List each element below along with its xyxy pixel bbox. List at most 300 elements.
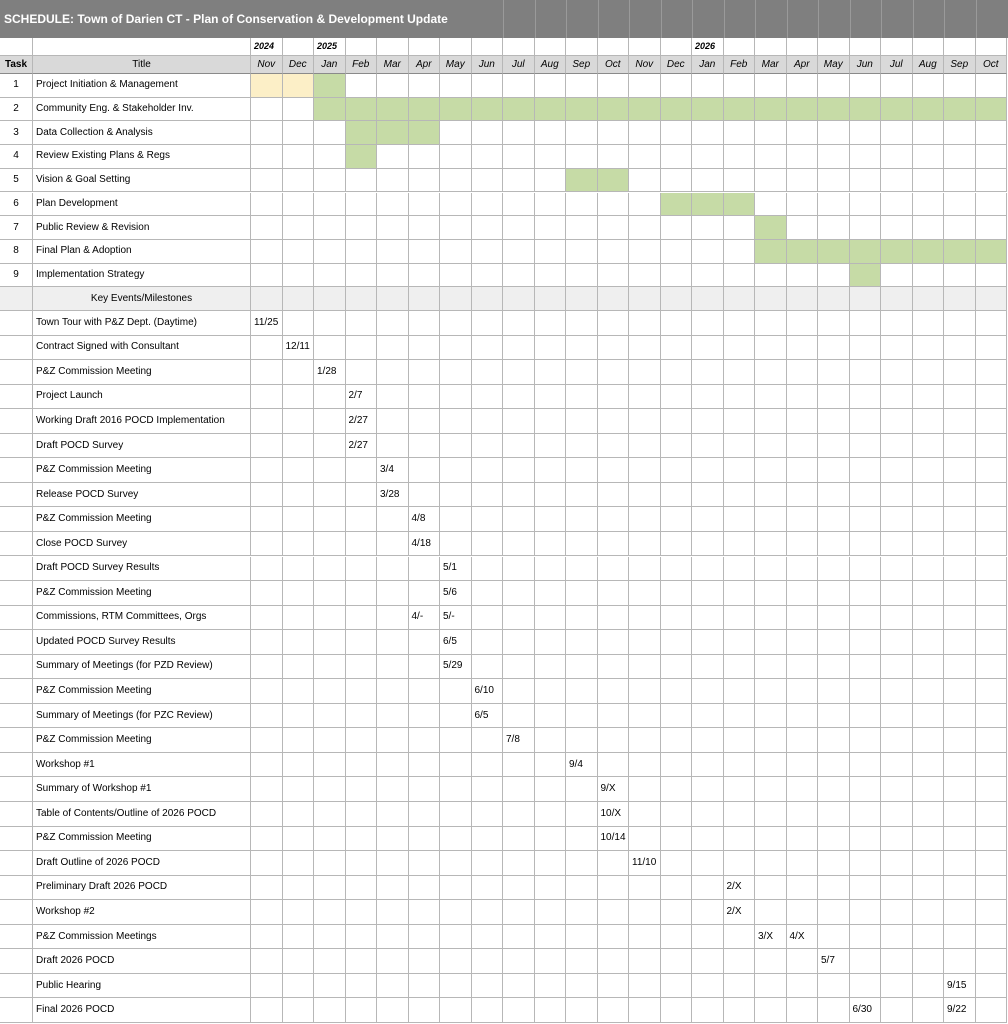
milestone-cell <box>724 360 756 385</box>
milestone-cell <box>409 679 441 704</box>
milestones-header-cell <box>535 287 567 311</box>
milestone-cell <box>944 458 976 483</box>
milestone-cell <box>440 900 472 925</box>
gantt-cell <box>787 216 819 240</box>
milestone-cell <box>850 974 882 999</box>
gantt-cell <box>661 169 693 193</box>
month-header: Aug <box>913 56 945 74</box>
milestone-cell <box>692 409 724 434</box>
gantt-cell <box>850 74 882 98</box>
gantt-cell <box>661 216 693 240</box>
gantt-cell <box>440 216 472 240</box>
milestone-cell <box>755 704 787 729</box>
milestone-title: Summary of Workshop #1 <box>33 777 251 802</box>
milestone-cell <box>913 851 945 876</box>
milestone-cell <box>661 949 693 974</box>
milestone-cell <box>440 704 472 729</box>
gantt-cell <box>314 145 346 169</box>
milestone-cell <box>661 728 693 753</box>
milestone-cell <box>251 998 283 1023</box>
milestone-cell <box>692 606 724 631</box>
milestone-cell <box>472 409 504 434</box>
milestone-cell <box>472 311 504 336</box>
milestone-cell <box>976 360 1008 385</box>
gantt-cell <box>724 145 756 169</box>
gantt-cell <box>598 145 630 169</box>
gantt-cell <box>787 169 819 193</box>
milestone-cell <box>440 802 472 827</box>
milestone-cell <box>598 704 630 729</box>
milestone-cell <box>944 949 976 974</box>
gantt-bar-cell <box>787 98 819 122</box>
gantt-cell <box>409 193 441 217</box>
milestone-cell <box>535 827 567 852</box>
milestone-cell <box>881 827 913 852</box>
milestone-cell <box>472 802 504 827</box>
milestone-cell <box>440 458 472 483</box>
month-header: Jul <box>881 56 913 74</box>
gantt-bar-cell <box>818 240 850 264</box>
milestone-title: Town Tour with P&Z Dept. (Daytime) <box>33 311 251 336</box>
milestone-task-cell <box>0 434 33 459</box>
milestone-cell <box>440 385 472 410</box>
milestone-cell <box>881 949 913 974</box>
milestone-cell <box>629 900 661 925</box>
milestone-cell <box>881 974 913 999</box>
milestone-cell <box>314 851 346 876</box>
milestone-cell <box>598 949 630 974</box>
milestone-cell <box>409 876 441 901</box>
milestone-cell <box>535 777 567 802</box>
milestone-cell <box>283 827 315 852</box>
milestone-cell <box>881 655 913 680</box>
gantt-cell <box>535 169 567 193</box>
milestone-cell <box>503 876 535 901</box>
milestone-cell <box>440 679 472 704</box>
milestone-task-cell <box>0 704 33 729</box>
gantt-cell <box>881 193 913 217</box>
task-title: Public Review & Revision <box>33 216 251 240</box>
milestone-cell <box>535 557 567 582</box>
milestone-cell <box>251 728 283 753</box>
milestone-cell <box>976 704 1008 729</box>
milestones-header-cell <box>440 287 472 311</box>
task-number: 7 <box>0 216 33 240</box>
milestone-cell <box>377 827 409 852</box>
milestone-task-cell <box>0 655 33 680</box>
milestone-cell <box>976 802 1008 827</box>
milestone-cell <box>503 753 535 778</box>
gantt-bar-cell <box>566 169 598 193</box>
milestone-cell <box>976 679 1008 704</box>
milestone-cell <box>976 655 1008 680</box>
milestone-cell <box>314 581 346 606</box>
gantt-cell <box>787 145 819 169</box>
gantt-bar-cell <box>881 98 913 122</box>
gantt-cell <box>629 169 661 193</box>
milestone-cell <box>535 974 567 999</box>
task-number: 6 <box>0 193 33 217</box>
milestone-cell <box>818 606 850 631</box>
gantt-cell <box>661 121 693 145</box>
milestone-cell <box>566 851 598 876</box>
milestone-cell <box>409 802 441 827</box>
milestone-date: 5/7 <box>818 949 850 974</box>
milestone-cell <box>377 360 409 385</box>
milestone-cell <box>629 606 661 631</box>
milestone-cell <box>472 336 504 361</box>
milestone-cell <box>944 753 976 778</box>
milestone-cell <box>661 385 693 410</box>
milestone-cell <box>598 925 630 950</box>
gantt-bar-cell <box>314 98 346 122</box>
gantt-cell <box>283 98 315 122</box>
milestone-cell <box>913 606 945 631</box>
milestone-task-cell <box>0 336 33 361</box>
milestone-title: Updated POCD Survey Results <box>33 630 251 655</box>
milestone-cell <box>661 630 693 655</box>
milestone-cell <box>818 311 850 336</box>
milestone-cell <box>755 507 787 532</box>
milestones-header-cell <box>850 287 882 311</box>
milestone-cell <box>629 581 661 606</box>
milestone-task-cell <box>0 876 33 901</box>
milestone-cell <box>881 385 913 410</box>
milestone-cell <box>314 827 346 852</box>
gantt-cell <box>535 240 567 264</box>
gantt-cell <box>755 193 787 217</box>
gantt-bar-cell <box>755 240 787 264</box>
milestone-cell <box>503 998 535 1023</box>
milestone-cell <box>724 679 756 704</box>
milestone-task-cell <box>0 949 33 974</box>
milestone-cell <box>787 949 819 974</box>
milestone-cell <box>503 311 535 336</box>
gantt-cell <box>346 169 378 193</box>
milestone-cell <box>818 630 850 655</box>
milestone-cell <box>535 949 567 974</box>
milestone-date: 5/- <box>440 606 472 631</box>
task-title: Final Plan & Adoption <box>33 240 251 264</box>
milestone-cell <box>346 532 378 557</box>
gantt-cell <box>503 169 535 193</box>
milestone-cell <box>724 532 756 557</box>
gantt-bar-cell <box>598 98 630 122</box>
milestone-cell <box>283 876 315 901</box>
milestone-cell <box>535 851 567 876</box>
milestone-cell <box>913 974 945 999</box>
milestone-task-cell <box>0 728 33 753</box>
milestone-task-cell <box>0 581 33 606</box>
milestone-cell <box>472 557 504 582</box>
gantt-cell <box>598 74 630 98</box>
milestone-cell <box>535 581 567 606</box>
milestone-task-cell <box>0 409 33 434</box>
milestone-cell <box>787 606 819 631</box>
milestone-cell <box>629 557 661 582</box>
gantt-cell <box>251 145 283 169</box>
milestone-cell <box>535 409 567 434</box>
milestone-cell <box>598 728 630 753</box>
gantt-bar-cell <box>692 193 724 217</box>
milestone-date: 9/15 <box>944 974 976 999</box>
gantt-bar-cell <box>440 98 472 122</box>
milestone-cell <box>535 630 567 655</box>
title-bar-cell <box>976 0 1008 38</box>
task-number: 1 <box>0 74 33 98</box>
milestone-task-cell <box>0 827 33 852</box>
month-header: Mar <box>755 56 787 74</box>
gantt-cell <box>976 145 1008 169</box>
milestone-cell <box>346 458 378 483</box>
milestone-cell <box>818 679 850 704</box>
gantt-cell <box>598 240 630 264</box>
gantt-cell <box>314 169 346 193</box>
milestone-cell <box>535 606 567 631</box>
milestone-cell <box>598 409 630 434</box>
milestone-cell <box>692 679 724 704</box>
milestone-date: 4/8 <box>409 507 441 532</box>
milestone-cell <box>976 876 1008 901</box>
milestone-cell <box>944 876 976 901</box>
task-number: 9 <box>0 264 33 288</box>
milestone-cell <box>818 385 850 410</box>
gantt-cell <box>377 169 409 193</box>
milestone-cell <box>755 679 787 704</box>
milestone-cell <box>976 336 1008 361</box>
milestone-cell <box>377 974 409 999</box>
gantt-cell <box>283 240 315 264</box>
milestone-cell <box>629 336 661 361</box>
task-title: Plan Development <box>33 193 251 217</box>
milestone-cell <box>535 753 567 778</box>
milestone-cell <box>850 802 882 827</box>
milestone-cell <box>692 728 724 753</box>
year-cell <box>535 38 567 56</box>
gantt-cell <box>787 121 819 145</box>
milestone-cell <box>881 507 913 532</box>
milestone-cell <box>944 655 976 680</box>
milestone-cell <box>755 581 787 606</box>
milestone-cell <box>409 998 441 1023</box>
gantt-cell <box>251 193 283 217</box>
milestone-cell <box>472 827 504 852</box>
gantt-cell <box>787 74 819 98</box>
gantt-cell <box>818 145 850 169</box>
gantt-cell <box>944 169 976 193</box>
milestone-cell <box>850 851 882 876</box>
milestone-cell <box>661 360 693 385</box>
gantt-bar-cell <box>314 74 346 98</box>
milestone-cell <box>472 998 504 1023</box>
milestone-cell <box>724 753 756 778</box>
milestone-cell <box>314 753 346 778</box>
milestone-task-cell <box>0 998 33 1023</box>
milestone-cell <box>598 900 630 925</box>
gantt-cell <box>629 193 661 217</box>
milestone-cell <box>503 385 535 410</box>
gantt-cell <box>818 264 850 288</box>
milestone-cell <box>755 777 787 802</box>
milestone-cell <box>440 360 472 385</box>
milestone-title: Release POCD Survey <box>33 483 251 508</box>
gantt-cell <box>535 121 567 145</box>
year-cell <box>503 38 535 56</box>
milestone-cell <box>818 802 850 827</box>
milestone-cell <box>944 777 976 802</box>
milestone-cell <box>787 483 819 508</box>
milestone-cell <box>755 949 787 974</box>
milestone-cell <box>787 311 819 336</box>
milestone-cell <box>472 925 504 950</box>
milestone-cell <box>881 606 913 631</box>
milestone-cell <box>283 630 315 655</box>
milestone-title: Workshop #2 <box>33 900 251 925</box>
gantt-cell <box>377 193 409 217</box>
gantt-cell <box>913 216 945 240</box>
milestone-cell <box>472 876 504 901</box>
milestone-cell <box>629 385 661 410</box>
title-header: Title <box>33 56 251 74</box>
gantt-cell <box>787 193 819 217</box>
gantt-bar-cell <box>787 240 819 264</box>
gantt-cell <box>724 74 756 98</box>
milestone-cell <box>850 704 882 729</box>
gantt-cell <box>976 169 1008 193</box>
milestone-cell <box>850 655 882 680</box>
milestone-cell <box>377 802 409 827</box>
milestone-cell <box>251 507 283 532</box>
gantt-cell <box>314 216 346 240</box>
gantt-cell <box>598 264 630 288</box>
milestone-cell <box>566 507 598 532</box>
gantt-cell <box>251 216 283 240</box>
year-label: 2025 <box>314 38 346 56</box>
year-label: 2026 <box>692 38 724 56</box>
task-title: Review Existing Plans & Regs <box>33 145 251 169</box>
milestone-cell <box>251 851 283 876</box>
year-cell <box>472 38 504 56</box>
milestone-task-cell <box>0 974 33 999</box>
month-header: Jun <box>850 56 882 74</box>
gantt-bar-cell <box>976 240 1008 264</box>
milestone-cell <box>472 728 504 753</box>
year-cell <box>598 38 630 56</box>
month-header: Dec <box>661 56 693 74</box>
milestone-cell <box>755 753 787 778</box>
milestone-cell <box>976 777 1008 802</box>
title-bar-cell <box>755 0 787 38</box>
milestone-cell <box>440 532 472 557</box>
milestone-cell <box>566 802 598 827</box>
task-header: Task <box>0 56 33 74</box>
milestone-date: 2/27 <box>346 434 378 459</box>
milestone-date: 9/X <box>598 777 630 802</box>
milestones-header-cell <box>787 287 819 311</box>
gantt-cell <box>377 240 409 264</box>
milestone-cell <box>409 434 441 459</box>
gantt-cell <box>913 264 945 288</box>
milestone-cell <box>283 360 315 385</box>
year-row-title <box>33 38 251 56</box>
gantt-cell <box>850 193 882 217</box>
milestone-cell <box>976 925 1008 950</box>
task-title: Project Initiation & Management <box>33 74 251 98</box>
milestone-cell <box>283 728 315 753</box>
milestone-cell <box>314 974 346 999</box>
month-header: Nov <box>251 56 283 74</box>
gantt-cell <box>944 216 976 240</box>
gantt-bar-cell <box>409 98 441 122</box>
milestone-cell <box>346 851 378 876</box>
gantt-cell <box>440 240 472 264</box>
milestone-cell <box>629 777 661 802</box>
milestone-cell <box>283 802 315 827</box>
milestone-cell <box>566 630 598 655</box>
gantt-cell <box>535 193 567 217</box>
milestone-cell <box>850 483 882 508</box>
gantt-cell <box>535 264 567 288</box>
milestone-cell <box>661 827 693 852</box>
milestone-cell <box>283 998 315 1023</box>
milestone-cell <box>503 777 535 802</box>
milestone-cell <box>850 336 882 361</box>
milestone-cell <box>881 998 913 1023</box>
milestone-cell <box>503 802 535 827</box>
milestone-cell <box>251 655 283 680</box>
milestone-cell <box>881 532 913 557</box>
milestone-cell <box>692 311 724 336</box>
milestone-cell <box>409 360 441 385</box>
gantt-cell <box>724 240 756 264</box>
title-bar-cell <box>913 0 945 38</box>
gantt-cell <box>755 264 787 288</box>
milestone-date: 11/25 <box>251 311 283 336</box>
milestone-cell <box>755 728 787 753</box>
gantt-bar-cell <box>472 98 504 122</box>
milestone-cell <box>566 655 598 680</box>
milestone-cell <box>692 385 724 410</box>
milestone-cell <box>346 925 378 950</box>
milestone-cell <box>283 949 315 974</box>
gantt-bar-cell <box>850 264 882 288</box>
year-row-task <box>0 38 33 56</box>
milestone-cell <box>283 532 315 557</box>
gantt-cell <box>440 169 472 193</box>
milestone-cell <box>283 704 315 729</box>
milestone-cell <box>881 925 913 950</box>
milestone-cell <box>913 900 945 925</box>
task-number: 8 <box>0 240 33 264</box>
gantt-cell <box>692 121 724 145</box>
milestone-cell <box>409 630 441 655</box>
gantt-cell <box>976 121 1008 145</box>
milestone-cell <box>976 557 1008 582</box>
milestone-cell <box>724 728 756 753</box>
gantt-cell <box>251 121 283 145</box>
milestone-date: 5/29 <box>440 655 472 680</box>
milestone-cell <box>283 557 315 582</box>
milestone-cell <box>976 630 1008 655</box>
milestone-cell <box>377 606 409 631</box>
milestone-cell <box>913 458 945 483</box>
milestone-cell <box>913 360 945 385</box>
title-bar-cell <box>661 0 693 38</box>
gantt-cell <box>724 121 756 145</box>
title-bar-cell <box>850 0 882 38</box>
milestone-cell <box>881 900 913 925</box>
gantt-bar-cell <box>409 121 441 145</box>
